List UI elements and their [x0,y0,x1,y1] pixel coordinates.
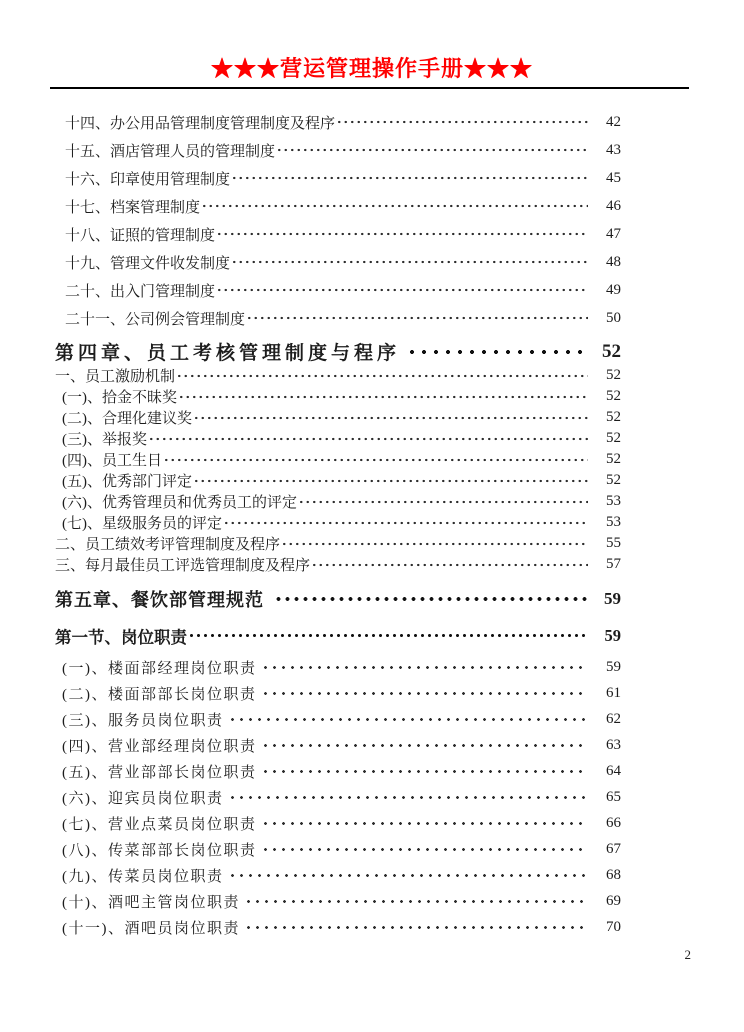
dot-leader [216,220,588,248]
toc-entry-label: 第四章、员工考核管理制度与程序 [55,343,401,364]
dot-leader [228,706,589,732]
toc-entry-page: 52 [606,367,621,383]
table-of-contents [55,108,621,940]
toc-entry [55,554,621,575]
dot-leader [231,164,588,192]
toc-entry-label: 二十一、公司例会管理制度 [65,311,246,328]
toc-entry-page: 52 [602,340,621,362]
toc-entry-page: 62 [606,710,621,727]
toc-entry-page: 52 [606,430,621,446]
toc-entry-label: (一)、楼面部经理岗位职责 [62,660,257,677]
toc-entry [55,220,621,248]
toc-entry-page: 46 [606,197,621,214]
dot-leader [228,784,589,810]
dot-leader [246,304,588,332]
toc-entry-label: 十四、办公用品管理制度管理制度及程序 [65,115,336,132]
toc-entry-label: (十一)、酒吧员岗位职责 [62,920,240,937]
toc-entry-page: 61 [606,684,621,701]
toc-entry-page: 48 [606,253,621,270]
toc-entry-label: 第一节、岗位职责 [55,627,187,647]
toc-entry-page: 59 [606,658,621,675]
toc-entry-label: 一、员工激励机制 [55,369,176,385]
toc-entry [55,533,621,554]
toc-entry [55,304,621,332]
toc-entry-label: 十八、证照的管理制度 [65,227,216,244]
toc-entry [55,654,621,680]
toc-entry-label: (七)、星级服务员的评定 [62,516,222,532]
toc-entry-label: 三、每月最佳员工评选管理制度及程序 [55,558,311,574]
toc-entry-label: (一)、拾金不昧奖 [62,390,177,406]
toc-entry-label: (三)、服务员岗位职责 [62,712,224,729]
toc-entry [55,407,621,428]
dot-leader [163,449,588,470]
toc-entry-label: (二)、楼面部部长岗位职责 [62,686,257,703]
toc-entry-label: (十)、酒吧主管岗位职责 [62,894,240,911]
toc-entry-label: 十九、管理文件收发制度 [65,255,231,272]
dot-leader [261,758,589,784]
dot-leader [216,276,588,304]
toc-entry [55,164,621,192]
toc-entry-label: (九)、传菜员岗位职责 [62,868,224,885]
toc-entry-label: (三)、举报奖 [62,432,147,448]
dot-leader [223,512,588,533]
dot-leader [261,810,589,836]
toc-entry-page: 59 [604,588,621,608]
toc-entry-page: 50 [606,309,621,326]
toc-entry-page: 42 [606,113,621,130]
toc-entry-label: (五)、营业部部长岗位职责 [62,764,257,781]
toc-entry-page: 43 [606,141,621,158]
dot-leader [188,622,588,649]
dot-leader [261,654,589,680]
dot-leader [261,836,589,862]
toc-entry [55,784,621,810]
toc-entry-page: 66 [606,814,621,831]
dot-leader [201,192,588,220]
toc-entry-label: (二)、合理化建议奖 [62,411,192,427]
toc-entry [55,706,621,732]
toc-entry [55,758,621,784]
dot-leader [274,583,588,614]
dot-leader [244,914,588,940]
toc-entry-page: 67 [606,840,621,857]
dot-leader [281,533,588,554]
page-header-title: ★★★营运管理操作手册★★★ [210,56,533,81]
toc-entry-label: (八)、传菜部部长岗位职责 [62,842,257,859]
toc-entry [55,810,621,836]
toc-entry-page: 49 [606,281,621,298]
toc-entry-page: 45 [606,169,621,186]
dot-leader [231,248,588,276]
dot-leader [336,108,588,136]
toc-entry [55,470,621,491]
toc-entry [55,386,621,407]
toc-entry [55,428,621,449]
toc-entry [55,491,621,512]
dot-leader [148,428,588,449]
toc-entry-page: 63 [606,736,621,753]
toc-entry [55,248,621,276]
dot-leader [176,365,588,386]
dot-leader [261,732,589,758]
toc-entry-page: 64 [606,762,621,779]
dot-leader [193,407,588,428]
toc-entry [55,192,621,220]
toc-entry-label: 十六、印章使用管理制度 [65,171,231,188]
toc-entry-page: 52 [606,472,621,488]
toc-entry-label: (七)、营业点菜员岗位职责 [62,816,257,833]
toc-entry-page: 70 [606,918,621,935]
toc-entry-page: 53 [606,514,621,530]
toc-entry-label: (四)、营业部经理岗位职责 [62,738,257,755]
toc-entry-label: (六)、优秀管理员和优秀员工的评定 [62,495,297,511]
dot-leader [311,554,588,575]
toc-entry-page: 47 [606,225,621,242]
toc-entry [55,512,621,533]
toc-entry-page: 52 [606,409,621,425]
toc-entry [55,276,621,304]
toc-entry-page: 53 [606,493,621,509]
toc-entry [55,136,621,164]
header-divider-line [50,87,689,89]
dot-leader [228,862,589,888]
toc-entry-page: 52 [606,451,621,467]
toc-entry-label: (五)、优秀部门评定 [62,474,192,490]
toc-entry [55,680,621,706]
toc-entry-page: 57 [606,556,621,572]
toc-entry [55,888,621,914]
toc-entry [55,914,621,940]
dot-leader [178,386,588,407]
toc-entry-label: 二十、出入门管理制度 [65,283,216,300]
toc-entry-page: 68 [606,866,621,883]
toc-entry-label: 十五、酒店管理人员的管理制度 [65,143,276,160]
toc-entry [55,365,621,386]
toc-entry-page: 69 [606,892,621,909]
toc-entry-label: 十七、档案管理制度 [65,199,201,216]
toc-entry [55,338,621,365]
dot-leader [244,888,588,914]
toc-entry-label: (六)、迎宾员岗位职责 [62,790,224,807]
dot-leader [298,491,588,512]
toc-entry-label: 第五章、餐饮部管理规范 [55,589,264,610]
toc-entry [55,108,621,136]
toc-entry-label: 二、员工绩效考评管理制度及程序 [55,537,281,553]
toc-entry [55,862,621,888]
toc-entry [55,732,621,758]
toc-entry [55,836,621,862]
page-number: 2 [684,947,691,962]
toc-entry-label: (四)、员工生日 [62,453,162,469]
toc-entry [55,583,621,614]
toc-entry [55,622,621,649]
toc-entry-page: 65 [606,788,621,805]
toc-entry [55,449,621,470]
dot-leader [193,470,588,491]
dot-leader [261,680,589,706]
toc-entry-page: 52 [606,388,621,404]
toc-entry-page: 55 [606,535,621,551]
dot-leader [276,136,588,164]
toc-entry-page: 59 [604,625,621,645]
dot-leader [406,338,588,365]
